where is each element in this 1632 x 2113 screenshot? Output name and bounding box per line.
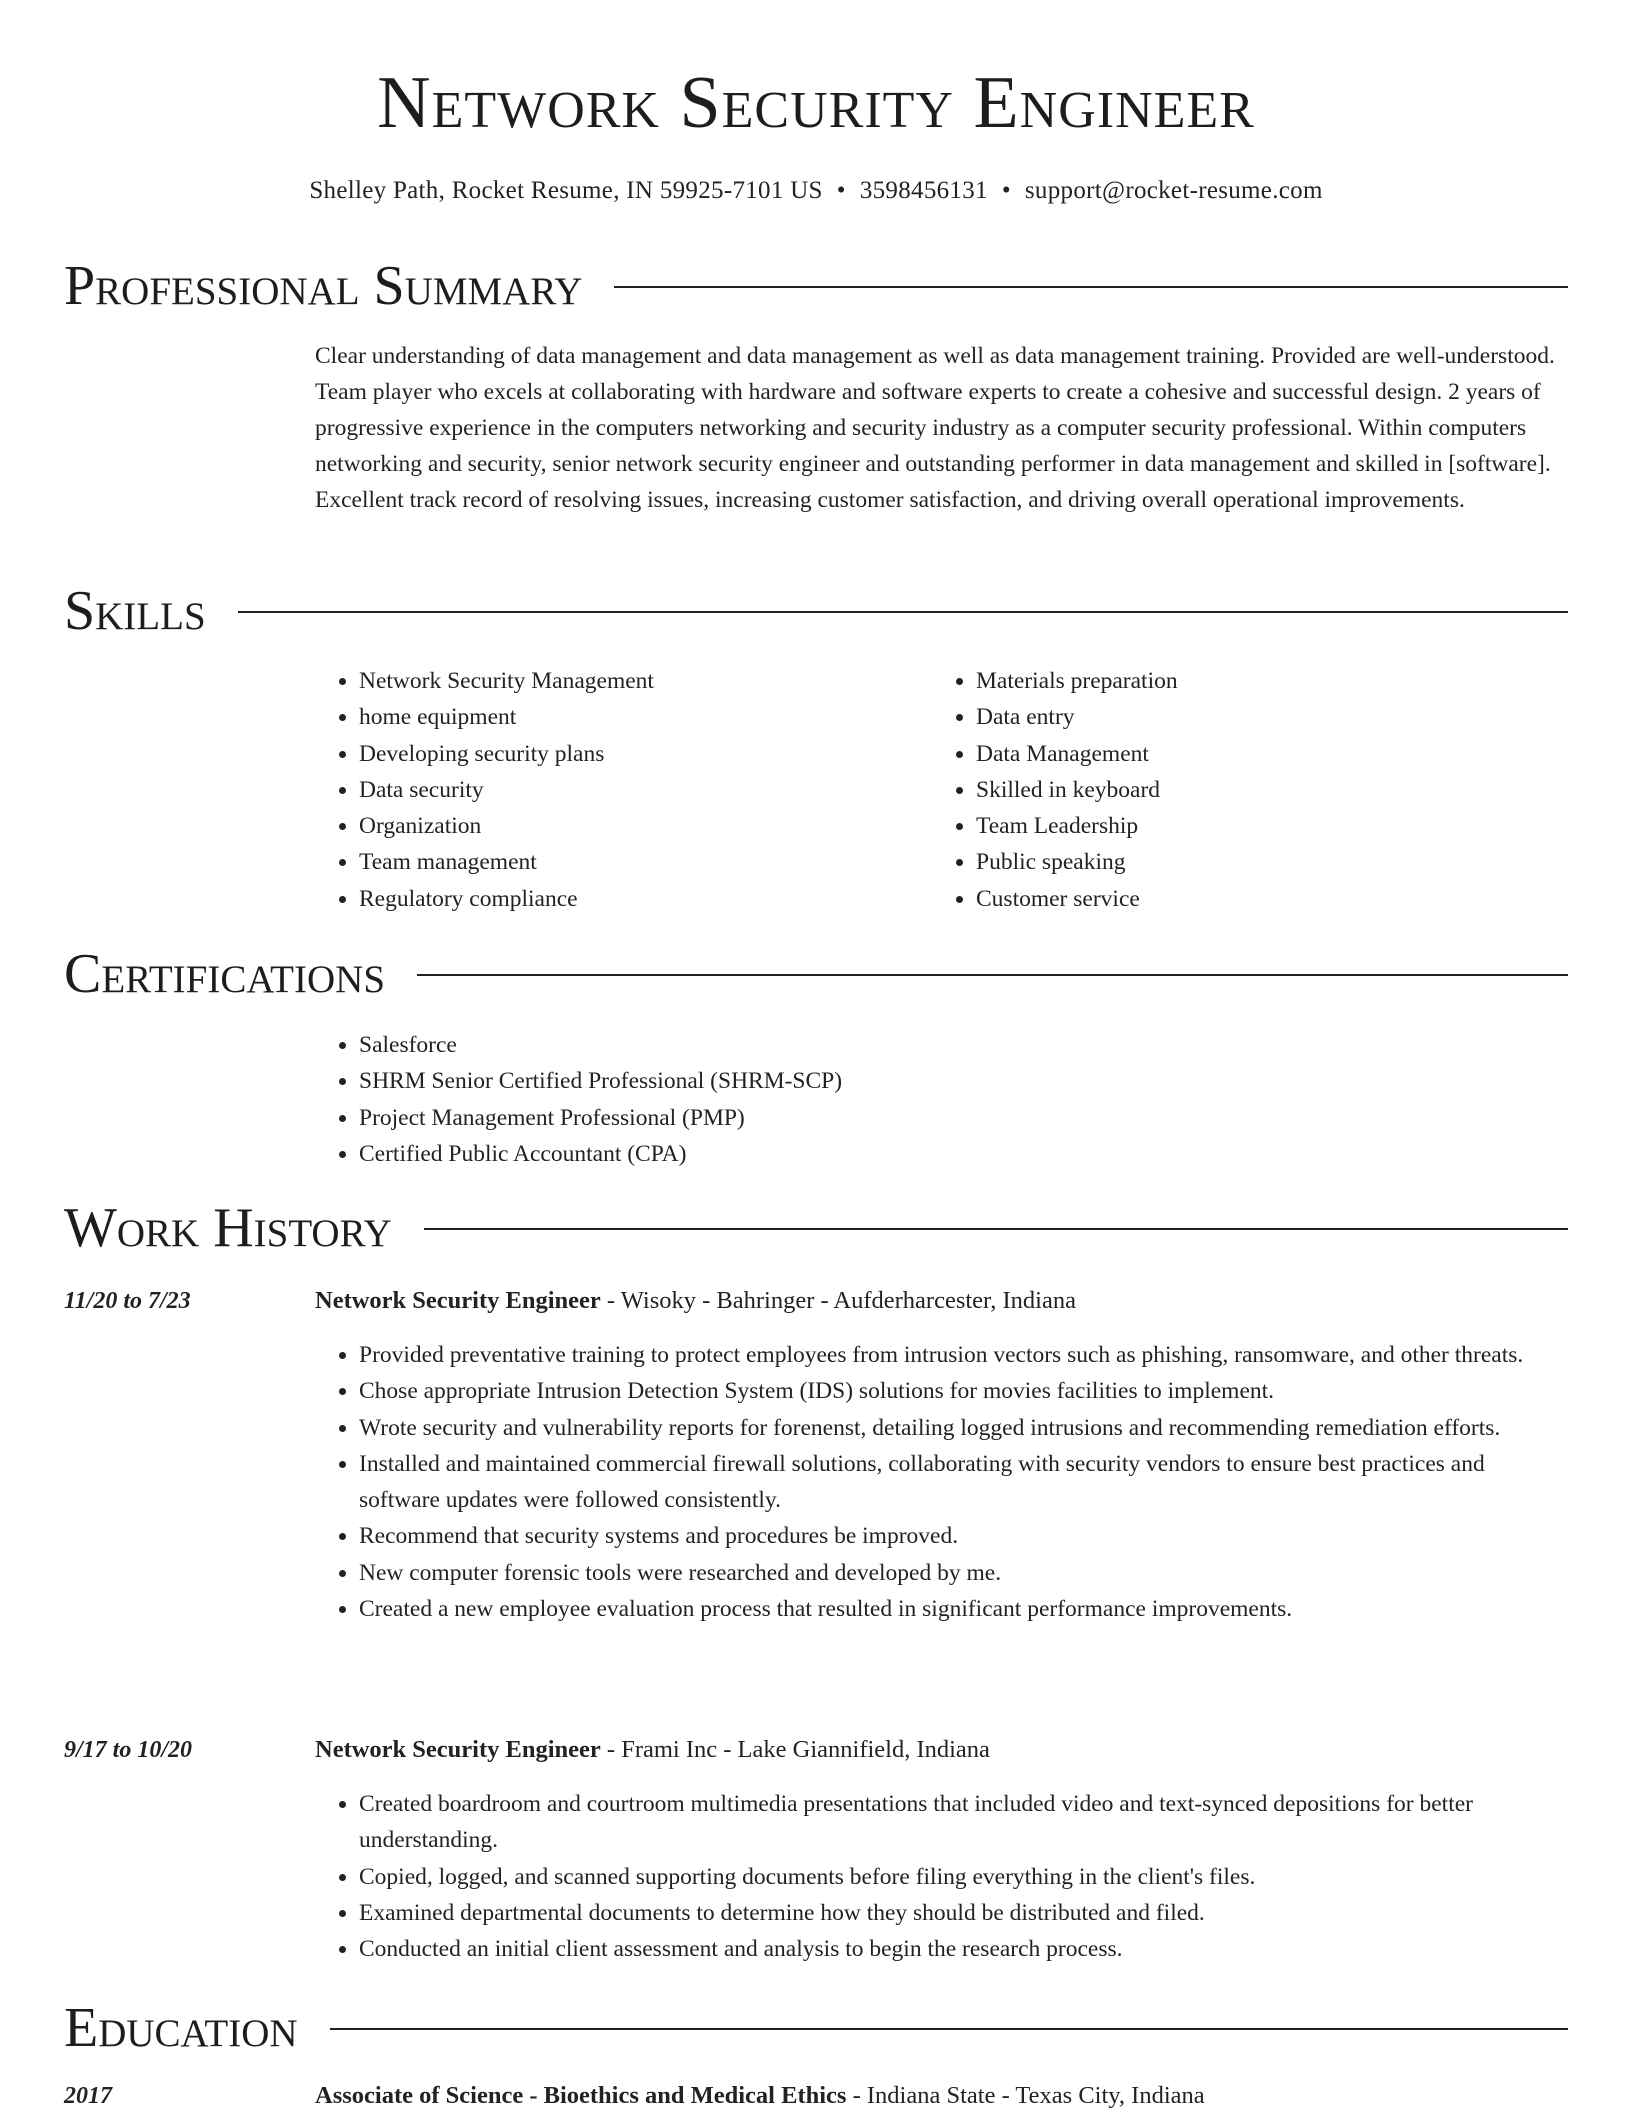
job-responsibilities — [315, 1786, 1565, 1967]
education-year: 2017 — [64, 2083, 112, 2109]
job-bullet: • Examined departmental documents to determine how they should be distributed and filed. — [359, 1895, 1565, 1931]
skill-item: • Customer service — [976, 881, 1532, 917]
contact-separator: • — [1001, 177, 1011, 204]
job-title: Network Security Engineer — [315, 1736, 601, 1763]
job-dates: 9/17 to 10/20 — [64, 1737, 193, 1763]
section-divider — [417, 974, 1568, 976]
job-bullet: • Installed and maintained commercial firewall solutions, collaborating with security vendors to ensure best practices and software updates were followed consistently. — [359, 1446, 1565, 1519]
contact-line — [0, 174, 1632, 208]
skill-item: • Team management — [359, 844, 915, 880]
skills-column-left — [315, 663, 915, 917]
education-school-location: - Indiana State - Texas City, Indiana — [846, 2082, 1205, 2109]
job-responsibilities — [315, 1337, 1565, 1627]
job-bullet: • Copied, logged, and scanned supporting documents before filing everything in the client's files. — [359, 1859, 1565, 1895]
job-bullet-list — [315, 1786, 1565, 1967]
section-title-certifications: Certifications — [64, 943, 386, 1005]
skill-item: • Materials preparation — [976, 663, 1532, 699]
job-heading — [315, 1733, 990, 1767]
section-title-education: Education — [64, 1997, 298, 2059]
skill-item: • Data Management — [976, 736, 1532, 772]
certifications-block — [315, 1027, 1515, 1172]
section-header-certifications — [64, 942, 1568, 1006]
job-bullet: • Recommend that security systems and procedures be improved. — [359, 1518, 1565, 1554]
job-bullet: • Provided preventative training to protect employees from intrusion vectors such as phishing, ransomware, and other threats. — [359, 1337, 1565, 1373]
job-bullet: • Wrote security and vulnerability reports for forenenst, detailing logged intrusions and recommending remediation efforts. — [359, 1410, 1565, 1446]
skill-item: • Organization — [359, 808, 915, 844]
skill-item: • Network Security Management — [359, 663, 915, 699]
job-bullet: • New computer forensic tools were researched and developed by me. — [359, 1555, 1565, 1591]
education-degree: Associate of Science - Bioethics and Medical Ethics — [315, 2082, 847, 2109]
job-bullet: • Conducted an initial client assessment and analysis to begin the research process. — [359, 1931, 1565, 1967]
section-title-summary: Professional Summary — [64, 255, 583, 317]
certification-item: • Certified Public Accountant (CPA) — [359, 1136, 1515, 1172]
section-divider — [330, 2028, 1568, 2030]
job-heading — [315, 1284, 1076, 1318]
section-divider — [614, 286, 1568, 288]
education-heading — [315, 2079, 1205, 2113]
contact-separator: • — [836, 177, 846, 204]
section-divider — [238, 611, 1568, 613]
skill-item: • Regulatory compliance — [359, 881, 915, 917]
section-divider — [424, 1228, 1568, 1230]
job-bullet: • Created a new employee evaluation process that resulted in significant performance improvements. — [359, 1591, 1565, 1627]
section-title-work-history: Work History — [64, 1197, 392, 1259]
job-dates: 11/20 to 7/23 — [64, 1288, 191, 1314]
skill-item: • Developing security plans — [359, 736, 915, 772]
contact-address: Shelley Path, Rocket Resume, IN 59925-7101 US — [309, 177, 823, 204]
skill-item: • Data entry — [976, 699, 1532, 735]
skills-list — [932, 663, 1532, 917]
skill-item: • home equipment — [359, 699, 915, 735]
certification-item: • Salesforce — [359, 1027, 1515, 1063]
skill-item: • Public speaking — [976, 844, 1532, 880]
certification-item: • SHRM Senior Certified Professional (SHRM-SCP) — [359, 1063, 1515, 1099]
section-header-skills — [64, 579, 1568, 643]
section-header-summary — [64, 254, 1568, 318]
section-title-skills: Skills — [64, 580, 206, 642]
summary-text: Clear understanding of data management and data management as well as data management training. Provided are well-understood. Team player who excels at collaborating with hardware and software experts to create a cohesive and successful design. 2 years of progressive experience in the computers networking and security industry as a computer security professional. Within computers networking and security, senior network security engineer and outstanding performer in data management and skilled in [software]. Excellent track record of resolving issues, increasing customer satisfaction, and driving overall operational improvements. — [315, 343, 1555, 513]
contact-phone: 3598456131 — [859, 177, 988, 204]
contact-email: support@rocket-resume.com — [1024, 177, 1323, 204]
skill-item: • Team Leadership — [976, 808, 1532, 844]
job-employer-location: - Wisoky - Bahringer - Aufderharcester, Indiana — [600, 1287, 1076, 1314]
skill-item: • Skilled in keyboard — [976, 772, 1532, 808]
skills-list — [315, 663, 915, 917]
job-title: Network Security Engineer — [315, 1287, 601, 1314]
skill-item: • Data security — [359, 772, 915, 808]
job-bullet: • Created boardroom and courtroom multimedia presentations that included video and text-synced depositions for better understanding. — [359, 1786, 1565, 1859]
skills-column-right — [932, 663, 1532, 917]
certifications-list — [315, 1027, 1515, 1172]
section-header-work-history — [64, 1196, 1568, 1260]
job-bullet-list — [315, 1337, 1565, 1627]
resume-name-title: Network Security Engineer — [377, 62, 1255, 144]
section-header-education — [64, 1996, 1568, 2060]
job-bullet: • Chose appropriate Intrusion Detection System (IDS) solutions for movies facilities to implement. — [359, 1373, 1565, 1409]
certification-item: • Project Management Professional (PMP) — [359, 1100, 1515, 1136]
job-employer-location: - Frami Inc - Lake Giannifield, Indiana — [600, 1736, 990, 1763]
